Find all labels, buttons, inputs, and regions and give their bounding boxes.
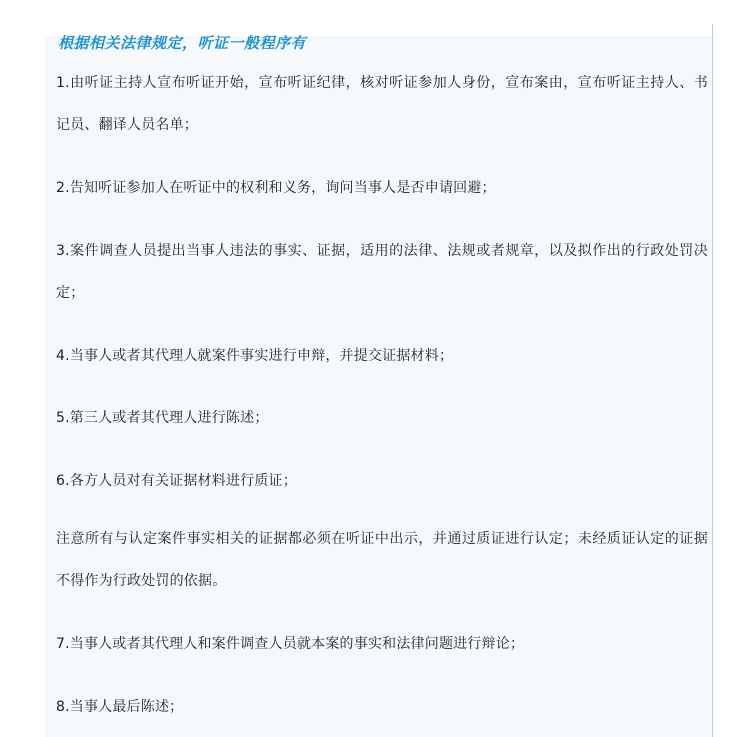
procedure-step-1: 1.由听证主持人宣布听证开始，宣布听证纪律，核对听证参加人身份，宣布案由，宣布听证主持人、书记员、翻译人员名单； [56, 75, 708, 133]
procedure-step-5: 5.第三人或者其代理人进行陈述； [56, 410, 269, 426]
evidence-note: 注意所有与认定案件事实相关的证据都必须在听证中出示，并通过质证进行认定；未经质证认定的证据不得作为行政处罚的依据。 [56, 531, 708, 589]
procedure-step-7: 7.当事人或者其代理人和案件调查人员就本案的事实和法律问题进行辩论； [56, 636, 525, 652]
procedure-step-4: 4.当事人或者其代理人就案件事实进行申辩，并提交证据材料； [56, 348, 454, 364]
section-heading: 根据相关法律规定，听证一般程序有 [58, 34, 307, 52]
procedure-step-6: 6.各方人员对有关证据材料进行质证； [56, 473, 297, 489]
procedure-step-3: 3.案件调查人员提出当事人违法的事实、证据，适用的法律、法规或者规章，以及拟作出的行政处罚决定； [56, 243, 708, 301]
panel-right-border [712, 24, 713, 737]
procedure-step-2: 2.告知听证参加人在听证中的权利和义务，询问当事人是否申请回避； [56, 180, 496, 196]
procedure-step-8: 8.当事人最后陈述； [56, 699, 184, 715]
